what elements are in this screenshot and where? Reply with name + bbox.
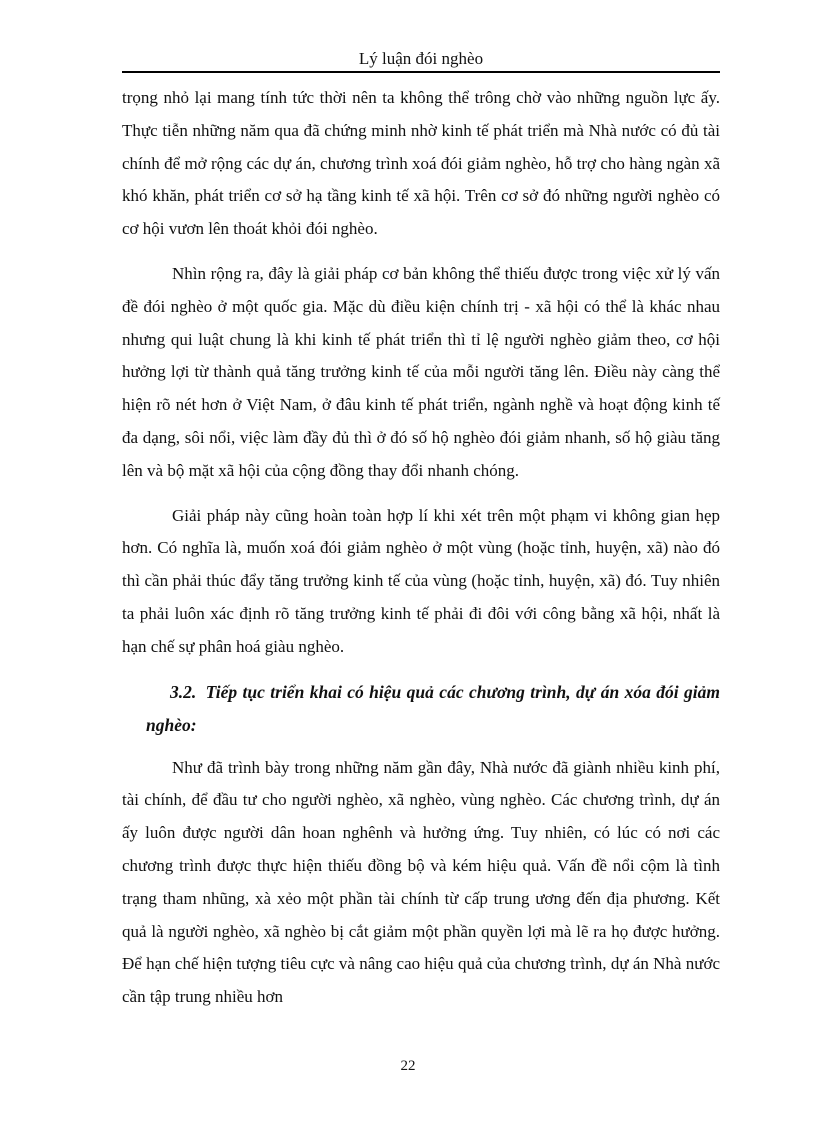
page-number: 22 [400,1058,416,1074]
page-body [122,82,720,1026]
paragraph: Giải pháp này cũng hoàn toàn hợp lí khi xét trên một phạm vi không gian hẹp hơn. Có nghĩa là, muốn xoá đói giảm nghèo ở một vùng (hoặc tỉnh, huyện, xã) nào đó thì cần phải thúc đẩy tăng trưởng kinh tế của vùng (hoặc tỉnh, huyện, xã) đó. Tuy nhiên ta phải luôn xác định rõ tăng trưởng kinh tế phải đi đôi với công bằng xã hội, nhất là hạn chế sự phân hoá giàu nghèo. [122,505,720,656]
header-title: Lý luận đói nghèo [358,49,484,68]
paragraph: Nhìn rộng ra, đây là giải pháp cơ bản không thể thiếu được trong việc xử lý vấn đề đói nghèo ở một quốc gia. Mặc dù điều kiện chính trị - xã hội có thể là khác nhau nhưng qui luật chung là khi kinh tế phát triển thì tỉ lệ người nghèo giảm theo, cơ hội hưởng lợi từ thành quả tăng trưởng kinh tế của mỗi người tăng lên. Điều này càng thể hiện rõ nét hơn ở Việt Nam, ở đâu kinh tế phát triển, ngành nghề và hoạt động kinh tế đa dạng, sôi nổi, việc làm đầy đủ thì ở đó số hộ nghèo đói giảm nhanh, số hộ giàu tăng lên và bộ mặt xã hội của cộng đồng thay đổi nhanh chóng. [122,263,720,480]
section-title: Tiếp tục triển khai có hiệu quả các chương trình, dự án xóa đói giảm nghèo: [146,681,721,735]
paragraph: Như đã trình bày trong những năm gần đây, Nhà nước đã giành nhiều kinh phí, tài chính, để đầu tư cho người nghèo, xã nghèo, vùng nghèo. Các chương trình, dự án ấy luôn được người dân hoan nghênh và hưởng ứng. Tuy nhiên, có lúc có nơi các chương trình được thực hiện thiếu đồng bộ và kém hiệu quả. Vấn đề nổi cộm là tình trạng tham nhũng, xà xẻo một phần tài chính từ cấp trung ương đến địa phương. Kết quả là người nghèo, xã nghèo bị cắt giảm một phần quyền lợi mà lẽ ra họ được hưởng. Để hạn chế hiện tượng tiêu cực và nâng cao hiệu quả của chương trình, dự án Nhà nước cần tập trung nhiều hơn [122,757,720,1007]
page-header [122,46,720,73]
section-heading [122,676,720,742]
section-number: 3.2. [170,681,197,702]
paragraph-continued: trọng nhỏ lại mang tính tức thời nên ta không thể trông chờ vào những nguồn lực ấy. Thực tiễn những năm qua đã chứng minh nhờ kinh tế phát triển mà Nhà nước có đủ tài chính để mở rộng các dự án, chương trình xoá đói giảm nghèo, hỗ trợ cho hàng ngàn xã khó khăn, phát triển cơ sở hạ tầng kinh tế xã hội. Trên cơ sở đó những người nghèo có cơ hội vươn lên thoát khỏi đói nghèo. [122,88,720,239]
